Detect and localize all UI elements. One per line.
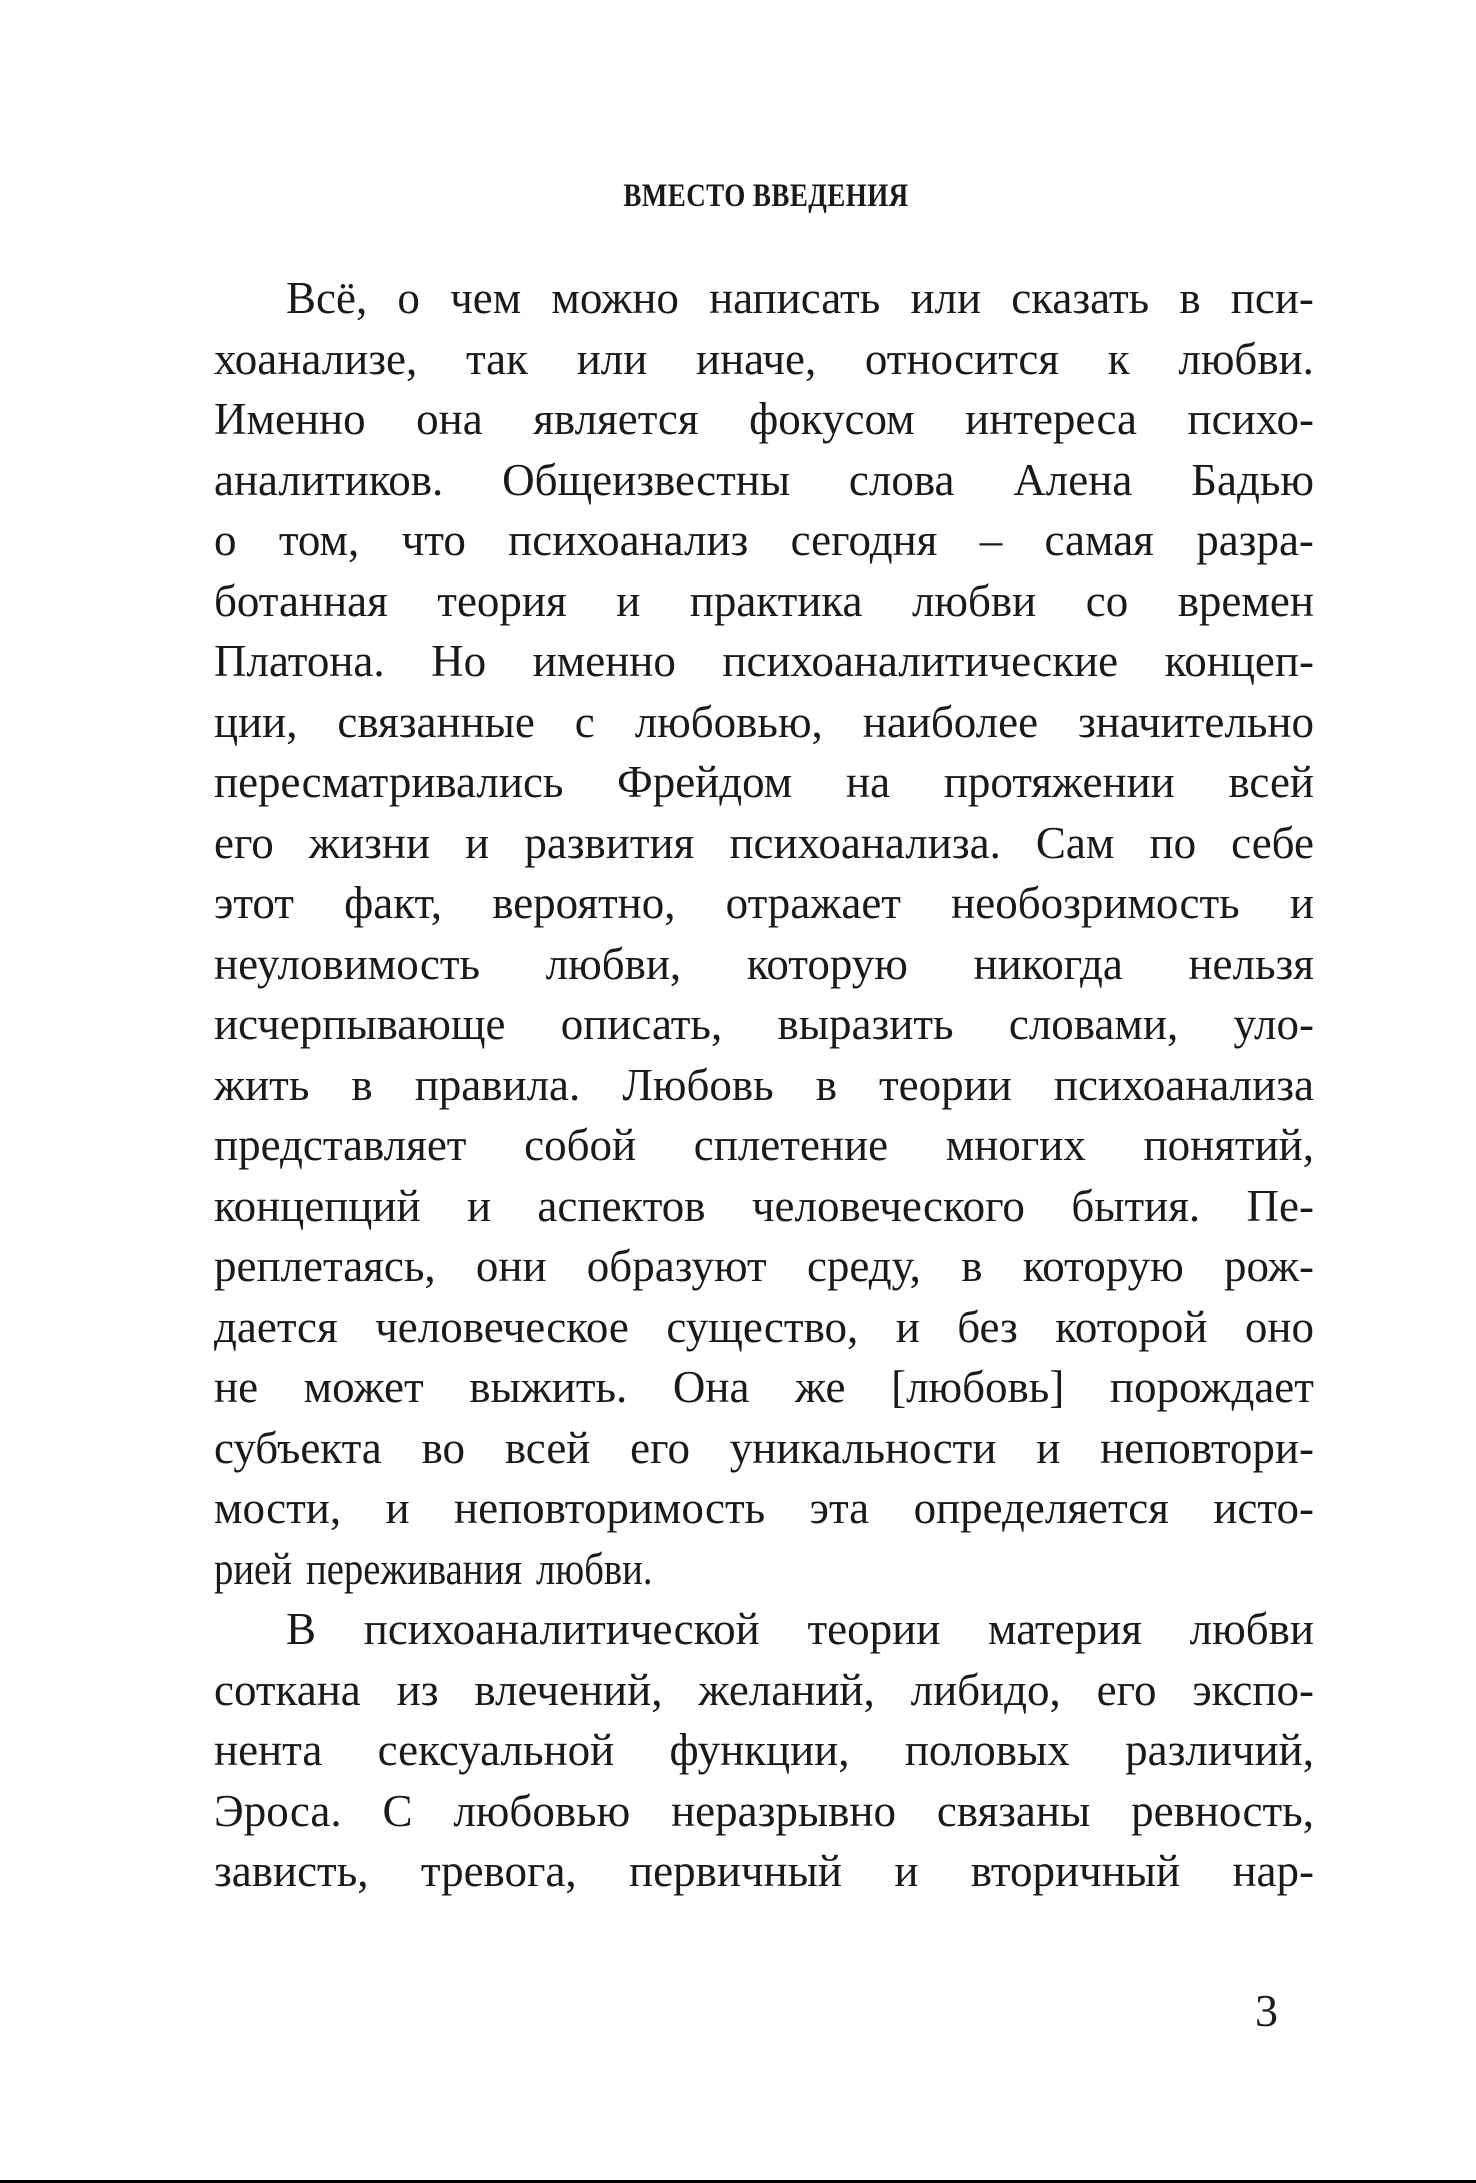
text-line: не может выжить. Она же [любовь] порождает bbox=[214, 1362, 1314, 1412]
text-line: реплетаясь, они образуют среду, в которую рож- bbox=[214, 1241, 1314, 1291]
text-line: нента сексуальной функции, половых различий, bbox=[214, 1725, 1314, 1775]
text-line: жить в правила. Любовь в теории психоанализа bbox=[214, 1059, 1314, 1110]
text-line: о том, что психоанализ сегодня – самая разра- bbox=[214, 515, 1314, 565]
text-line: рией переживания любви. bbox=[214, 1543, 653, 1594]
text-line: ботанная теория и практика любви со времен bbox=[214, 575, 1314, 626]
text-line: зависть, тревога, первичный и вторичный нар- bbox=[214, 1846, 1314, 1896]
text-line: Платона. Но именно психоаналитические концеп- bbox=[214, 636, 1314, 686]
text-line: соткана из влечений, желаний, либидо, его экспо- bbox=[214, 1664, 1314, 1715]
text-line: представляет собой сплетение многих понятий, bbox=[214, 1120, 1314, 1170]
text-line: неуловимость любви, которую никогда нельзя bbox=[214, 938, 1314, 989]
body-text bbox=[214, 268, 1314, 1902]
text-line: этот факт, вероятно, отражает необозримость и bbox=[214, 878, 1314, 928]
text-line: Всё, о чем можно написать или сказать в пси- bbox=[286, 273, 1314, 323]
text-line: субъекта во всей его уникальности и неповтори- bbox=[214, 1422, 1314, 1473]
text-line: хоанализе, так или иначе, относится к любви. bbox=[214, 333, 1314, 384]
text-line: ции, связанные с любовью, наиболее значительно bbox=[214, 696, 1314, 747]
text-line: исчерпывающе описать, выразить словами, уло- bbox=[214, 999, 1314, 1049]
text-line: дается человеческое существо, и без которой оно bbox=[214, 1301, 1314, 1352]
text-line: концепций и аспектов человеческого бытия. Пе- bbox=[214, 1180, 1314, 1231]
chapter-heading: ВМЕСТО ВВЕДЕНИЯ bbox=[623, 178, 909, 214]
text-line: мости, и неповторимость эта определяется исто- bbox=[214, 1483, 1314, 1533]
text-line: аналитиков. Общеизвестны слова Алена Бадью bbox=[214, 454, 1314, 505]
text-line: Именно она является фокусом интереса психо- bbox=[214, 394, 1314, 444]
page-number: 3 bbox=[1255, 1985, 1278, 2036]
text-line: Эроса. С любовью неразрывно связаны ревность, bbox=[214, 1785, 1314, 1836]
text-line: его жизни и развития психоанализа. Сам по себе bbox=[214, 817, 1314, 868]
text-line: пересматривались Фрейдом на протяжении всей bbox=[214, 757, 1314, 807]
text-line: В психоаналитической теории материя любви bbox=[286, 1604, 1314, 1654]
